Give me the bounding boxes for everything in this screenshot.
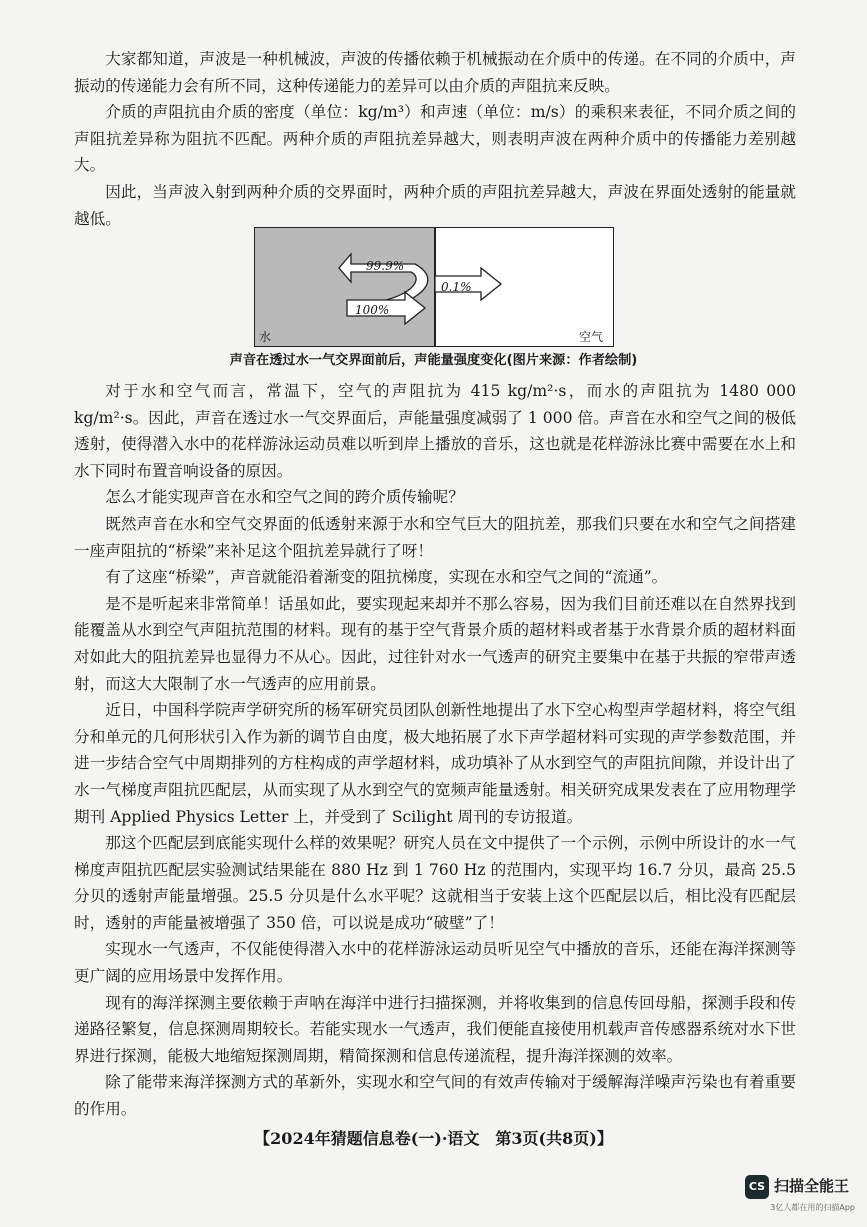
paragraph: 大家都知道，声波是一种机械波，声波的传播依赖于机械振动在介质中的传递。在不同的介质中，声振动的传递能力会有所不同，这种传递能力的差异可以由介质的声阻抗来反映。 (74, 50, 796, 95)
paragraph: 因此，当声波入射到两种介质的交界面时，两种介质的声阻抗差异越大，声波在界面处透射的能量就越低。 (74, 182, 796, 228)
paragraph: 既然声音在水和空气交界面的低透射来源于水和空气巨大的阻抗差，那我们只要在水和空气之间搭建一座声阻抗的“桥梁”来补足这个阻抗差异就行了呀！ (74, 514, 796, 560)
paragraph: 是不是听起来非常简单！话虽如此，要实现起来却并不那么容易，因为我们目前还难以在自然界找到能覆盖从水到空气声阻抗范围的材料。现有的基于空气背景介质的超材料或者基于水背景介质的超材料面对如此大的阻抗差异也显得力不从心。因此，过往针对水一气透声的研究主要集中在基于共振的窄带声透射，而这大大限制了水一气透声的应用前景。 (74, 594, 796, 693)
reflected-percent: 99.9% (366, 259, 405, 273)
article-body (74, 378, 796, 1123)
paragraph: 近日，中国科学院声学研究所的杨军研究员团队创新性地提出了水下空心构型声学超材料，将空气组分和单元的几何形状引入作为新的调节自由度，极大地拓展了水下声学超材料可实现的声学参数范围，并进一步结合空气中周期排列的方柱构成的声学超材料，成功填补了从水到空气的声阻抗间隙，并设计出了水一气梯度声阻抗匹配层，从而实现了从水到空气的宽频声能量透射。相关研究成果发表在了应用物理学期刊 Applied Physics Letter 上，并受到了 Scilight 周刊的专访报道。 (74, 701, 796, 826)
sound-transmission-figure (254, 227, 614, 347)
watermark-tagline: 3亿人都在用的扫描App (770, 1203, 855, 1212)
paragraph: 实现水一气透声，不仅能使得潜入水中的花样游泳运动员听见空气中播放的音乐，还能在海洋探测等更广阔的应用场景中发挥作用。 (74, 940, 796, 986)
energy-arrows (255, 228, 613, 346)
figure-caption: 声音在透过水一气交界面前后，声能量强度变化(图片来源：作者绘制) (229, 353, 638, 368)
page-footer: 【2024年猜题信息卷(一)·语文 第3页(共8页)】 (254, 1129, 613, 1148)
watermark-name: 扫描全能王 (774, 1177, 850, 1195)
scanner-watermark (745, 1172, 855, 1216)
paragraph: 怎么才能实现声音在水和空气之间的跨介质传输呢？ (105, 488, 464, 507)
paragraph: 有了这座“桥梁”，声音就能沿着渐变的阻抗梯度，实现在水和空气之间的“流通”。 (105, 568, 668, 587)
article-intro (74, 46, 796, 232)
transmitted-percent: 0.1% (441, 280, 472, 294)
paragraph: 除了能带来海洋探测方式的革新外，实现水和空气间的有效声传输对于缓解海洋噪声污染也有着重要的作用。 (74, 1073, 796, 1119)
air-label: 空气 (579, 330, 604, 344)
incident-percent: 100% (355, 303, 390, 317)
paragraph: 对于水和空气而言，常温下，空气的声阻抗为 415 kg/m²·s，而水的声阻抗为 1480 000 kg/m²·s。因此，声音在透过水一气交界面后，声能量强度减弱了 1 000 倍。声音在水和空气之间的极低透射，使得潜入水中的花样游泳运动员难以听到岸上播放的音乐，这也就是花样游泳比赛中需要在水上和水下同时布置音响设备的原因。 (74, 382, 796, 480)
paragraph: 现有的海洋探测主要依赖于声呐在海洋中进行扫描探测，并将收集到的信息传回母船，探测手段和传递路径繁复，信息探测周期较长。若能实现水一气透声，我们便能直接使用机载声音传感器系统对水下世界进行探测，能极大地缩短探测周期，精简探测和信息传递流程，提升海洋探测的效率。 (74, 993, 796, 1065)
paragraph: 那这个匹配层到底能实现什么样的效果呢？研究人员在文中提供了一个示例，示例中所设计的水一气梯度声阻抗匹配层实验测试结果能在 880 Hz 到 1 760 Hz 的范围内，实现平均 16.7 分贝，最高 25.5 分贝的透射声能量增强。25.5 分贝是什么水平呢？这就相当于安装上这个匹配层以后，相比没有匹配层时，透射的声能量被增强了 350 倍，可以说是成功“破壁”了！ (74, 834, 796, 932)
camscanner-logo-icon: CS (745, 1175, 769, 1199)
water-label: 水 (259, 330, 272, 344)
paragraph: 介质的声阻抗由介质的密度（单位：kg/m³）和声速（单位：m/s）的乘积来表征，不同介质之间的声阻抗差异称为阻抗不匹配。两种介质的声阻抗差异越大，则表明声波在两种介质中的传播能力差别越大。 (74, 103, 796, 175)
